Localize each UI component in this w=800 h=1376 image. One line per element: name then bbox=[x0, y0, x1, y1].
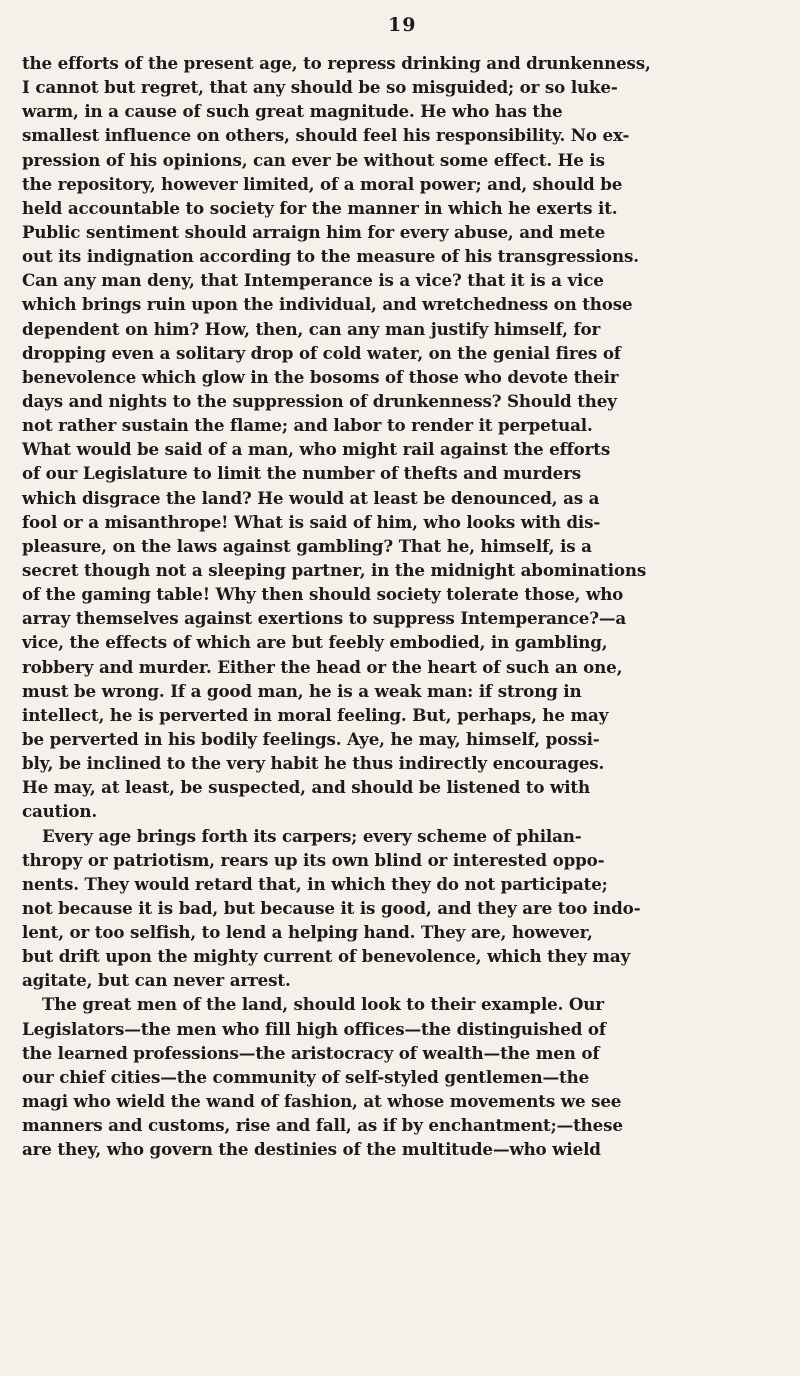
text-line: are they, who govern the destinies of the multitude—who wield bbox=[22, 1139, 601, 1160]
text-line: but drift upon the mighty current of benevolence, which they may bbox=[22, 946, 631, 967]
text-line: Public sentiment should arraign him for every abuse, and mete bbox=[22, 221, 606, 242]
text-line: days and nights to the suppression of drunkenness? Should they bbox=[22, 390, 617, 411]
text-line: nents. They would retard that, in which they do not participate; bbox=[22, 873, 608, 894]
text-line: not rather sustain the flame; and labor to render it perpetual. bbox=[22, 415, 593, 436]
text-line: secret though not a sleeping partner, in the midnight abominations bbox=[22, 559, 647, 580]
text-line: the efforts of the present age, to repress drinking and drunkenness, bbox=[22, 53, 651, 73]
text-line: intellect, he is perverted in moral feeling. But, perhaps, he may bbox=[22, 704, 609, 725]
text-line: dependent on him? How, then, can any man justify himself, for bbox=[22, 318, 601, 339]
text-line: caution. bbox=[22, 801, 98, 822]
text-line: I cannot but regret, that any should be so misguided; or so luke- bbox=[22, 77, 618, 98]
text-line: manners and customs, rise and fall, as if by enchantment;—these bbox=[22, 1115, 623, 1136]
text-line: Can any man deny, that Intemperance is a vice? that it is a vice bbox=[22, 270, 604, 291]
text-line: benevolence which glow in the bosoms of those who devote their bbox=[22, 366, 619, 387]
text-line: bly, be inclined to the very habit he thus indirectly encourages. bbox=[22, 753, 605, 774]
text-line: smallest influence on others, should feel his responsibility. No ex- bbox=[22, 125, 630, 146]
text-line: of our Legislature to limit the number of thefts and murders bbox=[22, 463, 582, 484]
text-line: pleasure, on the laws against gambling? That he, himself, is a bbox=[22, 535, 592, 556]
text-line: pression of his opinions, can ever be without some effect. He is bbox=[22, 149, 605, 170]
text-line: must be wrong. If a good man, he is a weak man: if strong in bbox=[22, 680, 582, 701]
text-line: thropy or patriotism, rears up its own blind or interested oppo- bbox=[22, 849, 605, 870]
text-line: which brings ruin upon the individual, and wretchedness on those bbox=[22, 294, 633, 315]
text-line: vice, the effects of which are but feebly embodied, in gambling, bbox=[22, 632, 608, 653]
text-line: fool or a misanthrope! What is said of him, who looks with dis- bbox=[22, 511, 601, 532]
text-line: magi who wield the wand of fashion, at whose movements we see bbox=[22, 1091, 622, 1112]
text-line: robbery and murder. Either the head or the heart of such an one, bbox=[22, 656, 623, 677]
page-number: 19 bbox=[388, 14, 417, 36]
text-line: the repository, however limited, of a moral power; and, should be bbox=[22, 173, 623, 194]
text-line: our chief cities—the community of self-styled gentlemen—the bbox=[22, 1066, 590, 1087]
text-line: warm, in a cause of such great magnitude. He who has the bbox=[22, 101, 563, 122]
text-line: lent, or too selfish, to lend a helping hand. They are, however, bbox=[22, 922, 593, 943]
text-line: out its indignation according to the measure of his transgressions. bbox=[22, 246, 639, 267]
text-line: array themselves against exertions to suppress Intemperance?—a bbox=[22, 608, 627, 629]
paragraph-start-line: Every age brings forth its carpers; every scheme of philan- bbox=[42, 825, 582, 846]
text-line: Legislators—the men who fill high offices—the distinguished of bbox=[22, 1018, 606, 1039]
text-line: which disgrace the land? He would at least be denounced, as a bbox=[22, 487, 600, 508]
text-line: dropping even a solitary drop of cold water, on the genial fires of bbox=[22, 342, 621, 363]
text-line: agitate, but can never arrest. bbox=[22, 970, 291, 991]
text-line: not because it is bad, but because it is good, and they are too indo- bbox=[22, 897, 641, 918]
text-line: be perverted in his bodily feelings. Aye, he may, himself, possi- bbox=[22, 728, 600, 749]
text-line: What would be said of a man, who might rail against the efforts bbox=[22, 439, 611, 460]
text-line: the learned professions—the aristocracy of wealth—the men of bbox=[22, 1042, 600, 1063]
body-text bbox=[22, 51, 792, 1161]
text-line: He may, at least, be suspected, and should be listened to with bbox=[22, 777, 590, 798]
paragraph-start-line: The great men of the land, should look to their example. Our bbox=[42, 994, 604, 1015]
text-line: of the gaming table! Why then should society tolerate those, who bbox=[22, 584, 624, 605]
text-line: held accountable to society for the manner in which he exerts it. bbox=[22, 197, 618, 218]
